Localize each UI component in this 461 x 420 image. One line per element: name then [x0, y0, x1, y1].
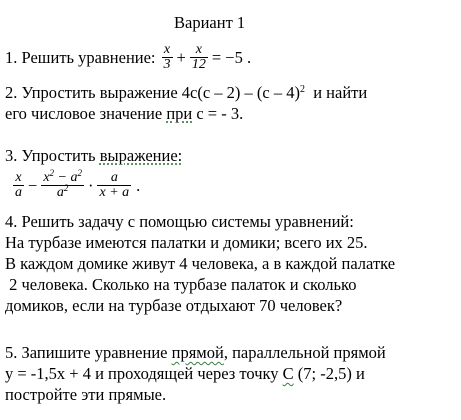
variant-title: Вариант 1: [174, 13, 246, 32]
fraction-numerator: x: [15, 170, 22, 185]
exponent: 2: [299, 84, 305, 95]
fraction-denominator: a: [15, 185, 22, 200]
task5-line2: [5, 364, 365, 383]
task5-text: у = -1,5х + 4 и проходящей через точку: [5, 364, 283, 383]
task3-prefix-word: выражение:: [99, 146, 183, 165]
task5-text: 5. Запишите уравнение: [5, 343, 172, 362]
task5-point-c: С: [282, 364, 294, 383]
num-base: x: [43, 170, 50, 185]
fraction-denominator: 3: [163, 57, 171, 72]
task2-line2: [5, 104, 243, 123]
task5-line3: постройте эти прямые.: [5, 385, 167, 404]
task5-word-pryamoy: прямой: [171, 343, 224, 362]
task3-expression: [12, 168, 141, 200]
task2-text: 2. Упростить выражение 4c(c – 2) – (c – 4): [5, 83, 300, 102]
task1-fraction-x-over-3: [162, 43, 173, 72]
task5-line1: [5, 343, 386, 362]
task2-text-end: и найти: [304, 83, 368, 102]
exponent: 2: [77, 168, 82, 178]
fraction-numerator: x: [195, 42, 202, 57]
fraction-denominator: x + a: [99, 185, 130, 200]
plus-sign: +: [176, 47, 186, 67]
task1-fraction-x-over-12: [190, 43, 208, 72]
task2-text: его числовое значение: [5, 104, 167, 123]
task3-fraction-diff-squares: [41, 168, 84, 200]
task3-fraction-a-over-x-plus-a: [97, 171, 131, 200]
fraction-denominator: [55, 183, 71, 200]
multiply-dot: ·: [87, 175, 94, 195]
num-mid: − a: [54, 170, 78, 185]
fraction-denominator: 12: [191, 57, 206, 72]
fraction-numerator: [41, 168, 84, 185]
task5-text-end: , параллельной прямой: [223, 343, 386, 362]
task2-text-end: с = - 3.: [192, 104, 244, 123]
den-base: a: [56, 185, 64, 200]
task3-end-period: .: [136, 175, 141, 195]
task4-line1: 4. Решить задачу с помощью системы уравнений:: [5, 212, 354, 231]
fraction-numerator: a: [110, 170, 118, 185]
task5-text-end: (7; -2,5) и: [293, 364, 365, 383]
task4-line2: На турбазе имеются палатки и домики; всего их 25.: [5, 233, 368, 252]
task1-equation: [5, 43, 251, 72]
task4-line3: В каждом домике живут 4 человека, а в каждой палатке: [5, 254, 396, 273]
task4-line4: 2 человека. Сколько на турбазе палаток и сколько: [5, 275, 357, 294]
task3-prefix: 3. Упростить: [5, 146, 100, 165]
exponent: 2: [49, 168, 55, 178]
task3-heading: [5, 146, 182, 165]
minus-sign: −: [28, 175, 38, 195]
task3-fraction-x-over-a: [13, 171, 24, 200]
task4-line5: домиков, если на турбазе отдыхают 70 человек?: [5, 296, 343, 315]
task1-prefix: 1. Решить уравнение:: [5, 47, 156, 67]
exponent: 2: [63, 183, 69, 193]
task2-line1: [5, 83, 367, 102]
fraction-numerator: x: [163, 42, 171, 57]
task1-rhs: = −5 .: [211, 47, 252, 67]
task2-pri-word: при: [166, 104, 193, 123]
